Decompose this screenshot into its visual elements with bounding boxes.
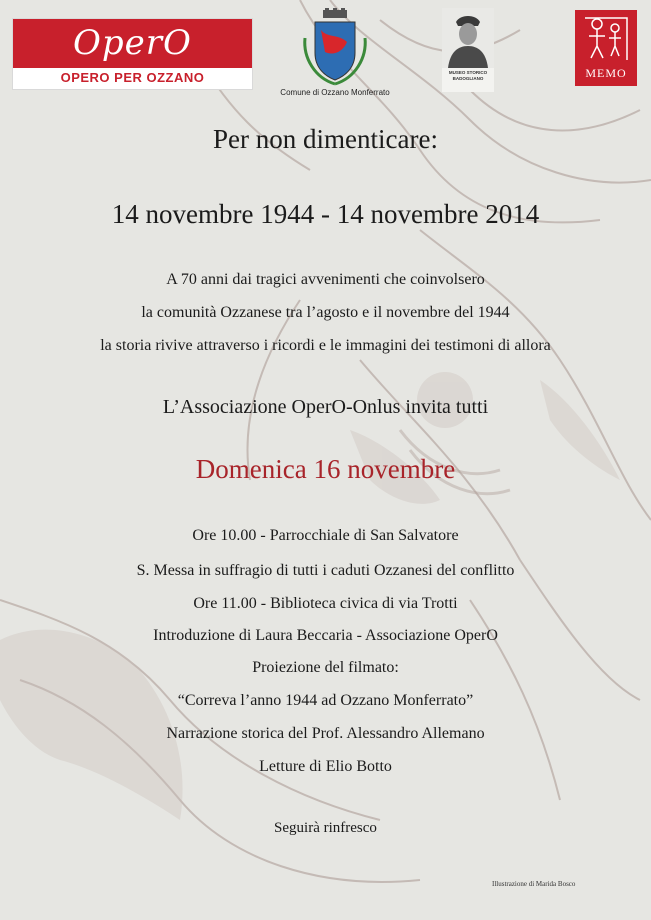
- figures-icon: [575, 10, 637, 66]
- program-line: “Correva l’anno 1944 ad Ozzano Monferrato”: [177, 692, 474, 709]
- program-line: Ore 11.00 - Biblioteca civica di via Trotti: [193, 595, 458, 612]
- memo-text: MEMO: [585, 66, 627, 80]
- museo-caption: MUSEO STORICO BADOGLIANO: [448, 70, 488, 81]
- opero-tagline: OPERO PER OZZANO: [60, 70, 205, 85]
- page-title: Per non dimenticare:: [213, 124, 438, 154]
- intro-line: A 70 anni dai tragici avvenimenti che coinvolsero: [166, 271, 485, 288]
- comune-caption: Comune di Ozzano Monferrato: [280, 88, 390, 97]
- museo-logo: [442, 8, 494, 92]
- opero-logo-text: OperO: [73, 23, 192, 63]
- program-line: S. Messa in suffragio di tutti i caduti Ozzanesi del conflitto: [136, 562, 515, 579]
- coat-of-arms-icon: [265, 8, 405, 88]
- intro-line: la comunità Ozzanese tra l’agosto e il novembre del 1944: [141, 304, 510, 321]
- invitation-line: L’Associazione OperO-Onlus invita tutti: [162, 396, 489, 418]
- opero-logo: [12, 18, 253, 90]
- illustration-credit: Illustrazione di Marida Bosco: [492, 880, 576, 888]
- program-line: Ore 10.00 - Parrocchiale di San Salvatore: [192, 527, 459, 544]
- program-line: Letture di Elio Botto: [259, 758, 392, 775]
- commemoration-dates: 14 novembre 1944 - 14 novembre 2014: [111, 199, 540, 229]
- intro-line: la storia rivive attraverso i ricordi e le immagini dei testimoni di allora: [100, 337, 551, 354]
- program-line: Introduzione di Laura Beccaria - Associazione OperO: [153, 627, 498, 644]
- portrait-icon: [442, 8, 494, 68]
- event-date: Domenica 16 novembre: [195, 454, 456, 484]
- program-line: Narrazione storica del Prof. Alessandro Allemano: [166, 725, 485, 742]
- memo-logo: [575, 10, 637, 86]
- comune-logo: [265, 8, 405, 98]
- program-line: Proiezione del filmato:: [252, 659, 399, 676]
- refreshment-note: Seguirà rinfresco: [274, 820, 377, 836]
